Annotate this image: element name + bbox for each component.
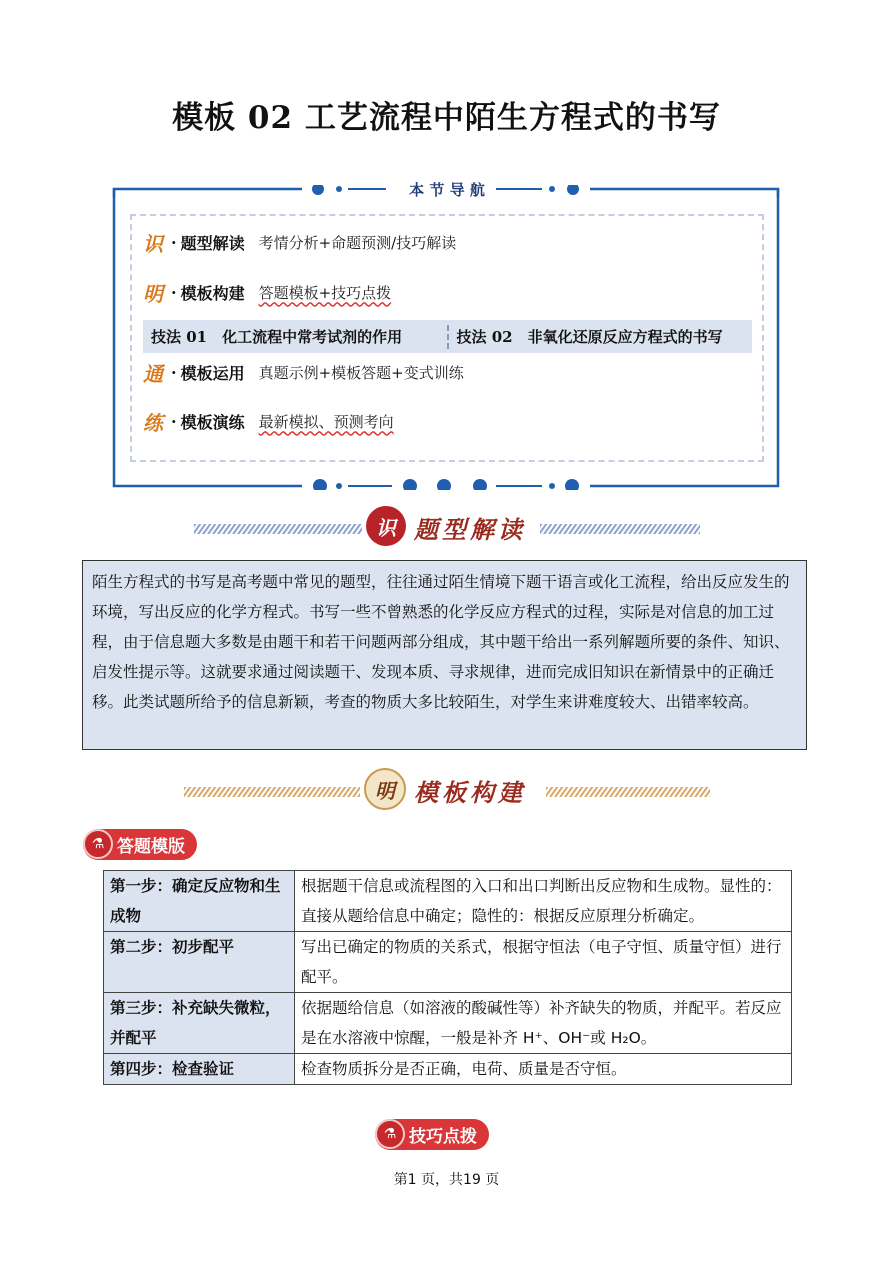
section-badge: 明 — [364, 768, 406, 810]
nav-char: 明 — [143, 281, 163, 306]
nav-desc: 答题模板+技巧点拨 — [258, 283, 392, 302]
table-row — [104, 871, 792, 932]
step-key: 第一步：确定反应物和生成物 — [104, 871, 295, 932]
table-row — [104, 932, 792, 993]
banner-stripe-right — [546, 787, 710, 797]
step-value: 检查物质拆分是否正确，电荷、质量是否守恒。 — [295, 1054, 792, 1085]
banner-stripe-left — [194, 524, 362, 534]
nav-row-4[interactable] — [143, 404, 394, 438]
steps-table — [103, 870, 792, 1085]
tag-skill-tips — [375, 1118, 489, 1150]
section-banner-template — [0, 768, 893, 812]
nav-key: 模板演练 — [180, 412, 245, 432]
nav-row-3[interactable] — [143, 355, 464, 389]
tag-label: 答题模版 — [117, 836, 185, 857]
nav-desc: 考情分析+命题预测/技巧解读 — [258, 233, 457, 252]
nav-key: 模板运用 — [180, 363, 245, 383]
table-row — [104, 1054, 792, 1085]
bullet-dot: · — [171, 411, 177, 431]
bullet-dot: · — [171, 282, 177, 302]
section-title: 题型解读 — [414, 515, 526, 544]
step-key: 第三步：补充缺失微粒，并配平 — [104, 993, 295, 1054]
nav-char: 识 — [143, 231, 163, 256]
step-key: 第四步：检查验证 — [104, 1054, 295, 1085]
nav-desc: 真题示例+模板答题+变式训练 — [258, 363, 464, 382]
step-key: 第二步：初步配平 — [104, 932, 295, 993]
nav-row-1[interactable] — [143, 225, 456, 259]
bullet-dot: · — [171, 362, 177, 382]
step-value: 写出已确定的物质的关系式，根据守恒法（电子守恒、质量守恒）进行配平。 — [295, 932, 792, 993]
nav-key: 题型解读 — [180, 233, 245, 253]
bullet-dot: · — [171, 232, 177, 252]
page-title: 模板 02 工艺流程中陌生方程式的书写 — [172, 100, 721, 136]
section-badge: 识 — [366, 506, 406, 546]
nav-char: 练 — [143, 410, 163, 435]
tag-label: 技巧点拨 — [409, 1126, 477, 1147]
table-row — [104, 993, 792, 1054]
nav-header: 本 节 导 航 — [409, 181, 485, 199]
banner-stripe-right — [540, 524, 700, 534]
banner-stripe-left — [184, 787, 360, 797]
tag-answer-template — [83, 828, 197, 860]
skill-link-1[interactable]: 技法 01 化工流程中常考试剂的作用 — [151, 328, 403, 346]
skill-bar — [143, 320, 752, 353]
page-footer: 第1 页，共19 页 — [393, 1172, 500, 1188]
flask-icon: ⚗ — [375, 1119, 405, 1149]
nav-key: 模板构建 — [180, 283, 245, 303]
step-value: 依据题给信息（如溶液的酸碱性等）补齐缺失的物质，并配平。若反应是在水溶液中惊醒，一般是补齐 H⁺、OH⁻或 H₂O。 — [295, 993, 792, 1054]
section-banner-interpretation — [0, 506, 893, 550]
intro-paragraph: 陌生方程式的书写是高考题中常见的题型，往往通过陌生情境下题干语言或化工流程，给出反应发生的环境，写出反应的化学方程式。书写一些不曾熟悉的化学反应方程式的过程，实际是对信息的加工过程，由于信息题大多数是由题干和若干问题两部分组成，其中题干给出一系列解题所要的条件、知识、启发性提示等。这就要求通过阅读题干、发现本质、寻求规律，进而完成旧知识在新情景中的正确迁移。此类试题所给予的信息新颖，考查的物质大多比较陌生，对学生来讲难度较大、出错率较高。 — [82, 560, 807, 750]
nav-char: 通 — [143, 361, 163, 386]
skill-link-2[interactable]: 技法 02 非氧化还原反应方程式的书写 — [456, 328, 723, 346]
section-title: 模板构建 — [414, 778, 526, 807]
step-value: 根据题干信息或流程图的入口和出口判断出反应物和生成物。显性的：直接从题给信息中确定；隐性的：根据反应原理分析确定。 — [295, 871, 792, 932]
flask-icon: ⚗ — [83, 829, 113, 859]
nav-row-2[interactable] — [143, 275, 391, 309]
nav-desc: 最新模拟、预测考向 — [258, 412, 394, 431]
